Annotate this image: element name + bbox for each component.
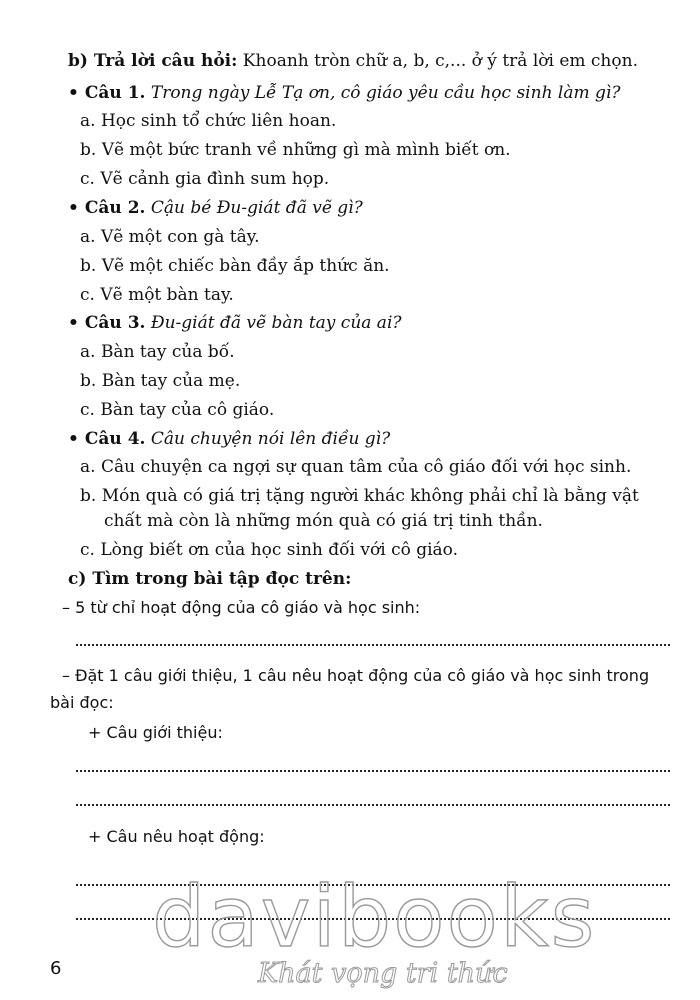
- answer-option[interactable]: c. Lòng biết ơn của học sinh đối với cô giáo.: [80, 540, 459, 560]
- bullet-icon: •: [68, 429, 79, 449]
- answer-option[interactable]: b. Vẽ một chiếc bàn đầy ắp thức ăn.: [80, 256, 390, 276]
- answer-option[interactable]: c. Bàn tay của cô giáo.: [80, 400, 275, 420]
- question-text: Cậu bé Đu-giát đã vẽ gì?: [150, 198, 363, 218]
- question-1: [68, 82, 620, 104]
- answer-option[interactable]: a. Học sinh tổ chức liên hoan.: [80, 111, 337, 131]
- section-c-heading: c) Tìm trong bài tập đọc trên:: [68, 569, 352, 589]
- section-b-label: b) Trả lời câu hỏi:: [68, 51, 238, 71]
- answer-option[interactable]: a. Câu chuyện ca ngợi sự quan tâm của cô giáo đối với học sinh.: [80, 457, 632, 477]
- answer-option[interactable]: c. Vẽ cảnh gia đình sum họp.: [80, 169, 330, 189]
- question-number: Câu 2.: [84, 198, 146, 218]
- answer-option[interactable]: b. Món quà có giá trị tặng người khác không phải chỉ là bằng vật: [80, 486, 639, 506]
- question-text: Câu chuyện nói lên điều gì?: [150, 429, 391, 449]
- watermark-slogan: Khát vọng tri thức: [258, 958, 508, 989]
- question-4: [68, 428, 390, 450]
- task-1-prompt: – 5 từ chỉ hoạt động của cô giáo và học sinh:: [62, 598, 421, 617]
- section-b-instruction: Khoanh tròn chữ a, b, c,... ở ý trả lời em chọn.: [237, 51, 638, 71]
- question-3: [68, 312, 402, 334]
- answer-option[interactable]: b. Bàn tay của mẹ.: [80, 371, 241, 391]
- task-2-prompt-line2: bài đọc:: [50, 693, 114, 712]
- question-number: Câu 4.: [84, 429, 146, 449]
- question-number: Câu 1.: [84, 83, 146, 103]
- question-text: Đu-giát đã vẽ bàn tay của ai?: [150, 313, 402, 333]
- section-b-heading: [68, 50, 638, 72]
- bullet-icon: •: [68, 313, 79, 333]
- watermark-brand: davibooks: [152, 868, 597, 966]
- answer-line[interactable]: [76, 770, 670, 772]
- question-2: [68, 197, 363, 219]
- bullet-icon: •: [68, 83, 79, 103]
- question-number: Câu 3.: [84, 313, 146, 333]
- bullet-icon: •: [68, 198, 79, 218]
- answer-option[interactable]: a. Vẽ một con gà tây.: [80, 227, 260, 247]
- question-text: Trong ngày Lễ Tạ ơn, cô giáo yêu cầu học sinh làm gì?: [150, 83, 621, 103]
- sub-prompt-activity: + Câu nêu hoạt động:: [88, 827, 265, 846]
- sub-prompt-intro: + Câu giới thiệu:: [88, 723, 223, 742]
- answer-option[interactable]: b. Vẽ một bức tranh về những gì mà mình biết ơn.: [80, 140, 511, 160]
- task-2-prompt-line1: – Đặt 1 câu giới thiệu, 1 câu nêu hoạt động của cô giáo và học sinh trong: [62, 666, 650, 685]
- page-number: 6: [50, 958, 62, 979]
- answer-option[interactable]: c. Vẽ một bàn tay.: [80, 285, 234, 305]
- answer-option[interactable]: a. Bàn tay của bố.: [80, 342, 235, 362]
- answer-line[interactable]: [76, 644, 670, 646]
- answer-option-continuation: chất mà còn là những món quà có giá trị tinh thần.: [104, 511, 543, 531]
- answer-line[interactable]: [76, 804, 670, 806]
